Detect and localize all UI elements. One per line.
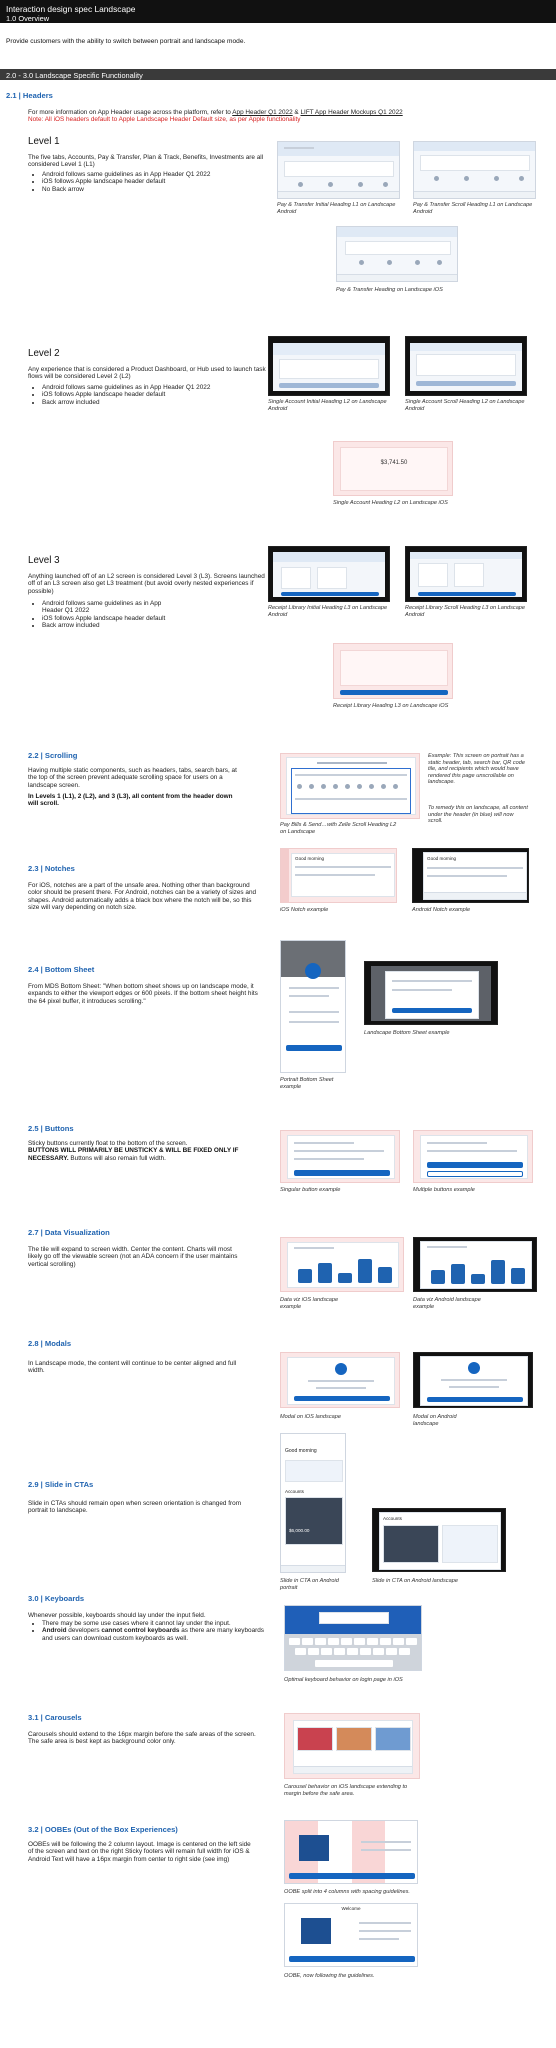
notches-body: For iOS, notches are a part of the unsafe area. Nothing other than background color should be present there. For Android, notches can be a variety of sizes and shapes. Android automatically adds a black box where the notch will be, so this size will vary depending on notch size. <box>28 882 257 912</box>
slide-cta-portrait-accounts: Accounts <box>285 1489 304 1494</box>
scrolling-body: Having multiple static components, such as headers, tabs, search bars, at the top of the screen prevent adequate scrolling space for users on a landscape screen. <box>28 767 237 789</box>
multiple-buttons-caption: Multiple buttons example <box>413 1187 475 1193</box>
l2-android-scroll-screenshot <box>405 336 527 396</box>
l1-caption-ios: Pay & Transfer Heading on Landscape iOS <box>336 287 443 293</box>
carousel-caption: Carousel behavior on iOS landscape extending to margin before the safe area. <box>284 1784 408 1797</box>
portrait-bottom-sheet-screenshot <box>280 940 346 1073</box>
l1-ios-screenshot <box>336 226 458 282</box>
slide-cta-landscape-caption: Slide in CTA on Android landscape <box>372 1578 458 1584</box>
notches-title: 2.3 | Notches <box>28 864 75 873</box>
carousels-title: 3.1 | Carousels <box>28 1713 82 1722</box>
android-notch-caption: Android Notch example <box>412 907 471 913</box>
l2-caption-android-initial: Single Account Initial Heading L2 on Landscape Android <box>268 399 387 412</box>
level1-title: Level 1 <box>28 136 60 147</box>
modals-body: In Landscape mode, the content will continue to be center aligned and full width. <box>28 1360 237 1375</box>
l1-android-initial-screenshot <box>277 141 400 199</box>
ios-notch-caption: iOS Notch example <box>280 907 329 913</box>
ios-notch-screenshot <box>280 848 397 903</box>
document-title: Interaction design spec Landscape <box>6 4 136 14</box>
headers-title: 2.1 | Headers <box>6 91 53 100</box>
scrolling-bold-rule: In Levels 1 (L1), 2 (L2), and 3 (L3), all content from the header down will scroll. <box>28 793 233 808</box>
singular-button-screenshot <box>280 1130 400 1183</box>
scrolling-screenshot <box>280 753 420 819</box>
level2-title: Level 2 <box>28 348 60 359</box>
level3-body: Anything launched off of an L2 screen is considered Level 3 (L3). Screens launched off of an L3 screen also get L3 treatment (but avoid overly nested experiences if possible) <box>28 573 265 595</box>
bottom-sheet-body: From MDS Bottom Sheet: "When bottom sheet shows up on landscape mode, it expands to either the viewport edges or 600 pixels. If the bottom sheet height hits the 64 pixel buffer, it introduces scrolling." <box>28 983 258 1005</box>
data-viz-body: The tile will expand to screen width. Center the content. Charts will most likely go off the viewable screen (not an ADA concern if the user maintains vertical scrolling) <box>28 1246 238 1268</box>
modal-android-screenshot <box>413 1352 533 1408</box>
modal-ios-caption: Modal on iOS landscape <box>280 1414 341 1420</box>
slide-cta-landscape-screenshot <box>372 1508 506 1572</box>
buttons-body: Sticky buttons currently float to the bottom of the screen. BUTTONS WILL PRIMARILY BE UNSTICKY & WILL BE FIXED ONLY IF NECESSARY. Buttons will also remain full width. <box>28 1140 239 1162</box>
data-viz-ios-caption: Data viz iOS landscape example <box>280 1297 339 1310</box>
scrolling-remedy-note: To remedy this on landscape, all content under the header (in blue) will now scroll. <box>428 805 528 825</box>
data-viz-android-caption: Data viz Android landscape example <box>413 1297 481 1310</box>
l2-ios-screenshot <box>333 441 453 496</box>
l3-android-initial-screenshot <box>268 546 390 602</box>
slide-cta-portrait-amount: $6,000.00 <box>289 1528 310 1533</box>
app-header-link[interactable]: App Header Q1 2022 <box>232 109 293 116</box>
section-bar <box>0 69 556 80</box>
document-header <box>0 0 556 23</box>
data-viz-ios-screenshot <box>280 1237 404 1292</box>
level3-title: Level 3 <box>28 555 60 566</box>
buttons-rule: BUTTONS WILL PRIMARILY BE UNSTICKY & WILL BE FIXED ONLY IF NECESSARY. <box>28 1147 239 1162</box>
scrolling-caption: Pay Bills & Send…with Zelle Scroll Heading L2 on Landscape <box>280 822 397 835</box>
modals-title: 2.8 | Modals <box>28 1339 72 1348</box>
l2-caption-android-scroll: Single Account Scroll Heading L2 on Landscape Android <box>405 399 525 412</box>
keyboards-title: 3.0 | Keyboards <box>28 1594 85 1603</box>
slide-cta-landscape-accounts: Accounts <box>383 1516 402 1521</box>
l1-caption-android-initial: Pay & Transfer Initial Heading L1 on Landscape Android <box>277 202 396 215</box>
slide-cta-body: Slide in CTAs should remain open when screen orientation is changed from portrait to landscape. <box>28 1500 242 1515</box>
oobe-columns-caption: OOBE split into 4 columns with spacing guidelines. <box>284 1889 410 1895</box>
l1-android-scroll-screenshot <box>413 141 536 199</box>
multiple-buttons-screenshot <box>413 1130 533 1183</box>
bottom-sheet-title: 2.4 | Bottom Sheet <box>28 965 95 974</box>
android-notch-screenshot <box>412 848 529 903</box>
oobes-body: OOBEs will be following the 2 column layout. Image is centered on the left side of the screen and text on the right Sticky footers will remain full width for iOS & Android Text will have a 16px margin from center to right side (see img) <box>28 1841 251 1863</box>
l2-ios-amount: $3,741.50 <box>380 460 408 466</box>
level2-bullets: • Android follows same guidelines as in App Header Q1 2022 • iOS follows Apple landscape header default • Back arrow included <box>28 384 268 406</box>
oobe-final-caption: OOBE, now following the guidelines. <box>284 1973 375 1979</box>
modal-ios-screenshot <box>280 1352 400 1408</box>
carousel-ios-screenshot <box>284 1713 420 1779</box>
slide-cta-title: 2.9 | Slide in CTAs <box>28 1480 94 1489</box>
data-viz-title: 2.7 | Data Visualization <box>28 1228 110 1237</box>
scrolling-title: 2.2 | Scrolling <box>28 751 78 760</box>
slide-cta-portrait-screenshot <box>280 1433 346 1573</box>
oobe-final-screenshot <box>284 1903 418 1967</box>
keyboards-body: Whenever possible, keyboards should lay under the input field. <box>28 1612 206 1619</box>
landscape-bottom-sheet-caption: Landscape Bottom Sheet example <box>364 1030 450 1036</box>
l3-caption-android-initial: Receipt Library Initial Heading L3 on Landscape Android <box>268 605 388 618</box>
carousels-body: Carousels should extend to the 16px margin before the safe areas of the screen. The safe area is best kept as background color only. <box>28 1731 256 1746</box>
headers-note: For more information on App Header usage across the platform, refer to App Header Q1 2022 & LIFT App Header Mockups Q1 2022 Note: All iOS headers default to Apple Landscape Header Default size, as per Apple functionality <box>28 109 403 124</box>
lift-mockups-link[interactable]: LIFT App Header Mockups Q1 2022 <box>300 109 403 116</box>
slide-cta-portrait-greeting: Good morning <box>285 1448 317 1454</box>
l3-caption-ios: Receipt Library Heading L3 on Landscape iOS <box>333 703 449 709</box>
buttons-title: 2.5 | Buttons <box>28 1124 74 1133</box>
ios-notch-greeting: Good morning <box>295 856 325 861</box>
section-bar-label: 2.0 - 3.0 Landscape Specific Functionality <box>6 70 143 80</box>
android-notch-greeting: Good morning <box>427 856 457 861</box>
level2-body: Any experience that is considered a Product Dashboard, or Hub used to launch task flows will be considered Level 2 (L2) <box>28 366 266 381</box>
l3-android-scroll-screenshot <box>405 546 527 602</box>
intro-text: Provide customers with the ability to switch between portrait and landscape mode. <box>6 38 246 45</box>
l1-caption-android-scroll: Pay & Transfer Scroll Heading L1 on Landscape Android <box>413 202 533 215</box>
overview-heading: 1.0 Overview <box>6 13 50 23</box>
scrolling-example-note: Example: This screen on portrait has a static header, tab, search bar, QR code tile, and recipients which would have rendered this page unscrollable on landscape. <box>428 753 526 786</box>
keyboards-bullets: • There may be some use cases where it cannot lay under the input. • Android developers cannot control keyboards as there are many keyboards and users can download custom keyboards as well. <box>28 1620 268 1642</box>
keyboard-caption: Optimal keyboard behavior on login page in iOS <box>284 1677 403 1683</box>
modal-android-caption: Modal on Android landscape <box>413 1414 457 1427</box>
landscape-bottom-sheet-screenshot <box>364 961 498 1025</box>
oobe-columns-screenshot <box>284 1820 418 1884</box>
l3-caption-android-scroll: Receipt Library Scroll Heading L3 on Landscape Android <box>405 605 526 618</box>
ios-header-note: Note: All iOS headers default to Apple Landscape Header Default size, as per Apple functionality <box>28 116 301 124</box>
keyboard-ios-screenshot <box>284 1605 422 1671</box>
l2-caption-ios: Single Account Heading L2 on Landscape iOS <box>333 500 448 506</box>
oobe-sheet-title: Welcome <box>341 1906 361 1911</box>
singular-button-caption: Singular button example <box>280 1187 341 1193</box>
data-viz-android-screenshot <box>413 1237 537 1292</box>
l2-android-initial-screenshot <box>268 336 390 396</box>
oobes-title: 3.2 | OOBEs (Out of the Box Experiences) <box>28 1825 178 1834</box>
portrait-bottom-sheet-caption: Portrait Bottom Sheet example <box>280 1077 334 1090</box>
level1-bullets: • Android follows same guidelines as in App Header Q1 2022 • iOS follows Apple landscape header default • No Back arrow <box>28 171 268 193</box>
level3-bullets: • Android follows same guidelines as in App Header Q1 2022 • iOS follows Apple landscape header default • Back arrow included <box>28 600 178 630</box>
level1-body: The five tabs, Accounts, Pay & Transfer, Plan & Track, Benefits, Investments are all considered Level 1 (L1) <box>28 154 264 169</box>
l3-ios-screenshot <box>333 643 453 699</box>
slide-cta-portrait-caption: Slide in CTA on Android portrait <box>280 1578 339 1591</box>
